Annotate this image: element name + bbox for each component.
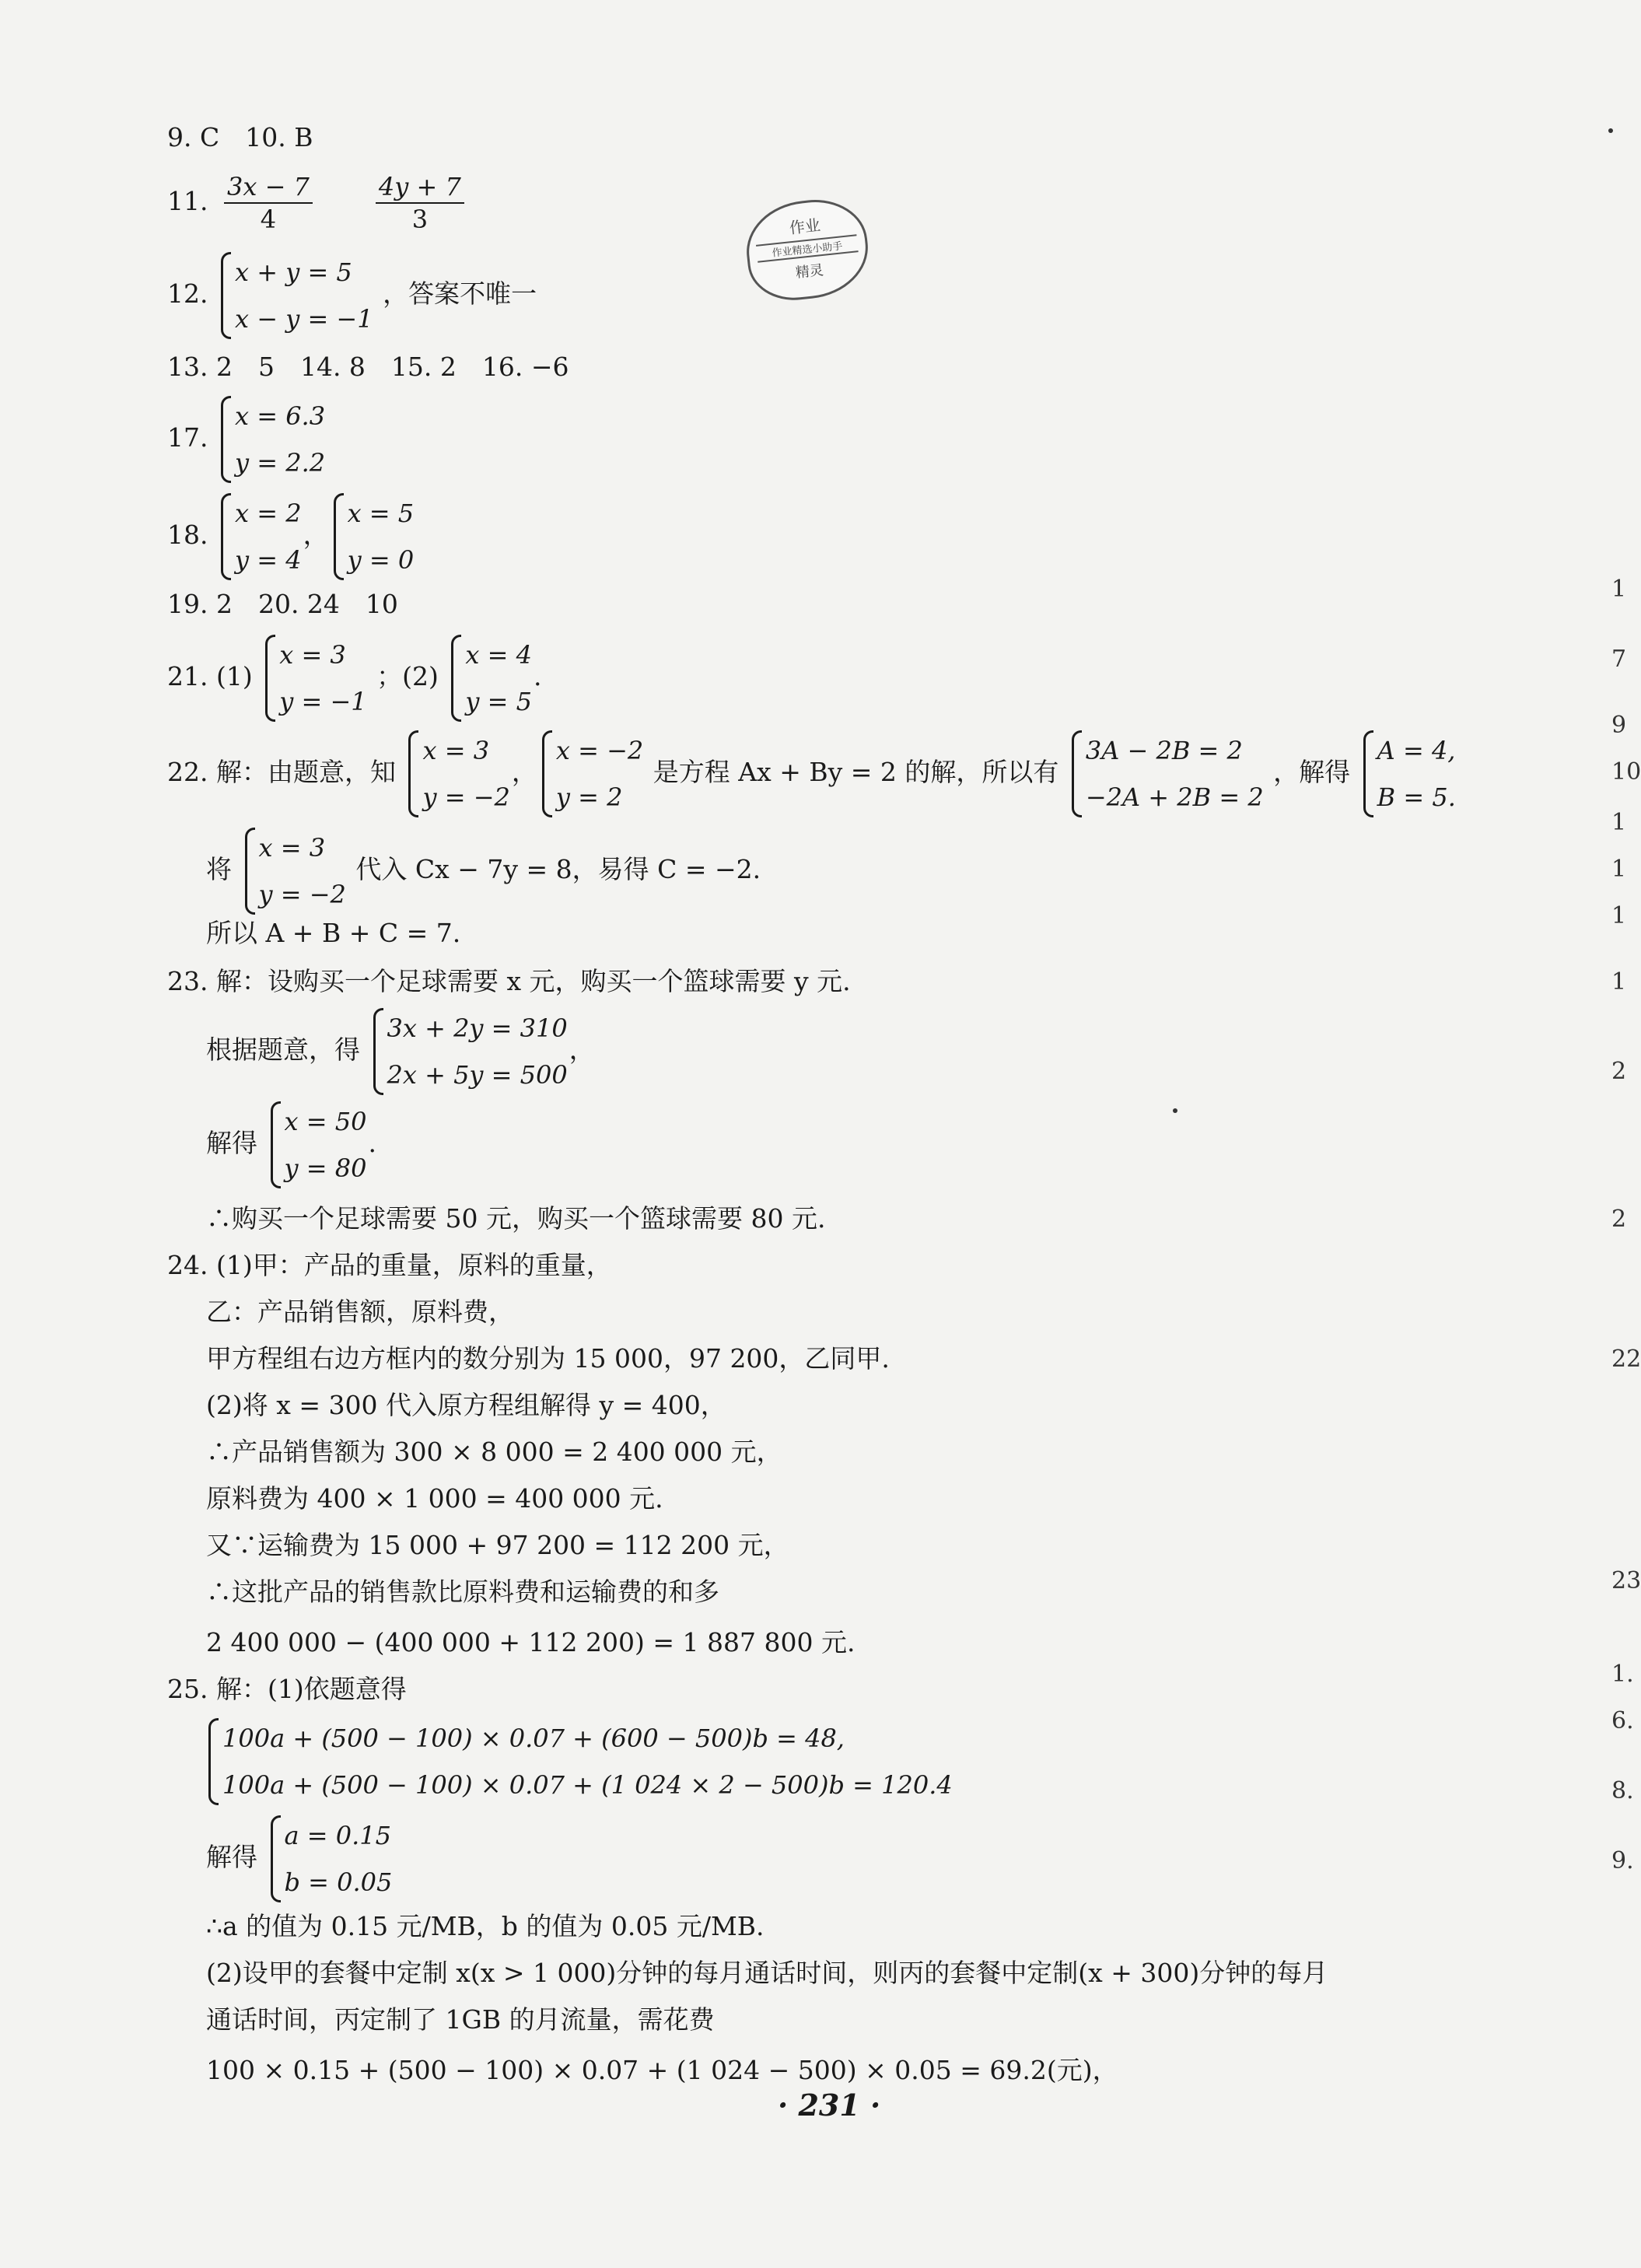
edge-fragment: 10: [1611, 758, 1641, 786]
equation-system: [1360, 727, 1456, 821]
equation: x = 3: [279, 640, 346, 670]
fraction-2-numerator: 4y + 7: [376, 171, 464, 204]
answer-12-label: 12.: [167, 278, 208, 309]
fraction-1-numerator: 3x − 7: [224, 171, 313, 204]
equation: x = 5: [347, 499, 415, 528]
equation-system: [262, 632, 366, 725]
watermark-stamp: [742, 194, 873, 305]
stamp-top-text: 作业: [788, 215, 822, 238]
edge-fragment: 1: [1611, 809, 1627, 836]
edge-fragment: 1: [1611, 856, 1627, 883]
answer-25-line: ∴a 的值为 0.15 元/MB，b 的值为 0.05 元/MB.: [206, 1911, 765, 1941]
answer-17-label: 17.: [167, 422, 208, 453]
equation: −2A + 2B = 2: [1085, 782, 1264, 812]
equation: y = −2: [258, 880, 346, 909]
equation: y = 0: [347, 545, 415, 575]
equation-system: [539, 727, 643, 821]
fraction-1-denominator: 4: [260, 205, 277, 234]
edge-fragment: 1: [1611, 902, 1627, 929]
text: 解得: [206, 1842, 257, 1872]
answer-21-label: 21. (1): [167, 661, 253, 691]
equation: x = −2: [555, 736, 644, 765]
separator: ，: [303, 520, 329, 550]
edge-fragment: 6.: [1611, 1707, 1634, 1734]
margin-dot: [1173, 1108, 1177, 1113]
equation-system: [218, 249, 373, 342]
equation: 3x + 2y = 310: [387, 1013, 568, 1043]
answer-24-line: 原料费为 400 × 1 000 = 400 000 元.: [206, 1483, 663, 1514]
equation-system: [268, 1098, 367, 1192]
equation: x = 4: [465, 640, 532, 670]
answer-22-label: 22. 解：由题意，知: [167, 757, 396, 787]
edge-fragment: 1: [1611, 576, 1627, 603]
equation: x + y = 5: [234, 257, 352, 287]
equation: a = 0.15: [284, 1821, 391, 1850]
answer-23-conclusion: ∴购买一个足球需要 50 元，购买一个篮球需要 80 元.: [206, 1203, 826, 1234]
equation-system: [218, 490, 302, 583]
equation: x = 2: [234, 499, 302, 528]
period: .: [533, 661, 542, 691]
answer-24-line: (2)将 x = 300 代入原方程组解得 y = 400，: [206, 1390, 726, 1420]
separator: ，: [569, 1034, 595, 1065]
equation-system: [1069, 727, 1264, 821]
edge-fragment: 2: [1611, 1058, 1627, 1085]
edge-fragment: 1.: [1611, 1661, 1634, 1688]
equation-system: [205, 1715, 953, 1808]
equation: y = −1: [279, 687, 367, 716]
fraction-1: [224, 171, 313, 235]
stamp-middle-text: 作业精选小助手: [756, 234, 859, 262]
equation-system: [218, 393, 325, 486]
equation: x = 50: [284, 1107, 367, 1136]
answer-24-line: ∴产品销售额为 300 × 8 000 = 2 400 000 元，: [206, 1437, 782, 1467]
answer-13-16: 13. 2 5 14. 8 15. 2 16. −6: [167, 352, 569, 382]
period: .: [368, 1128, 376, 1158]
equation-system: [268, 1812, 393, 1906]
fraction-2: [376, 171, 464, 235]
edge-fragment: 9.: [1611, 1847, 1634, 1874]
answer-17: [167, 393, 327, 486]
equation-system: [242, 824, 346, 918]
answer-11: [167, 171, 472, 235]
equation: y = 80: [284, 1153, 367, 1183]
edge-fragment: 22: [1611, 1346, 1641, 1373]
stamp-bottom-text: 精灵: [794, 262, 824, 282]
answer-24-line: 乙：产品销售额，原料费，: [206, 1297, 514, 1327]
answer-24-line: ∴这批产品的销售款比原料费和运输费的和多: [206, 1577, 719, 1607]
answer-22: [167, 727, 1457, 821]
equation: x = 3: [258, 833, 326, 863]
edge-fragment: 7: [1611, 646, 1627, 673]
answer-22-result: 所以 A + B + C = 7.: [206, 918, 461, 948]
answer-22-text2: ，解得: [1273, 757, 1351, 787]
equation: 3A − 2B = 2: [1085, 736, 1243, 765]
equation: b = 0.05: [284, 1867, 393, 1897]
answer-23-system: [206, 1005, 595, 1098]
fraction-2-denominator: 3: [411, 205, 429, 234]
text: 代入 Cx − 7y = 8，易得 C = −2.: [355, 854, 761, 884]
answer-23-intro: 23. 解：设购买一个足球需要 x 元，购买一个篮球需要 y 元.: [167, 966, 851, 996]
edge-fragment: 23: [1611, 1567, 1641, 1594]
answer-24-line: 24. (1)甲：产品的重量，原料的重量，: [167, 1250, 612, 1280]
answer-11-label: 11.: [167, 186, 208, 216]
answer-12: [167, 249, 537, 342]
margin-dot: [1608, 128, 1613, 133]
separator: ，: [511, 757, 537, 787]
equation: x − y = −1: [234, 304, 373, 334]
equation: y = 2: [555, 782, 623, 812]
edge-fragment: 2: [1611, 1206, 1627, 1233]
edge-fragment: 1: [1611, 968, 1627, 996]
equation-system: [448, 632, 532, 725]
answer-25-solution: [206, 1812, 394, 1906]
answer-18-label: 18.: [167, 520, 208, 550]
equation: 100a + (500 − 100) × 0.07 + (600 − 500)b = 48,: [222, 1724, 845, 1753]
answer-25-line: 100 × 0.15 + (500 − 100) × 0.07 + (1 024 − 500) × 0.05 = 69.2(元)，: [206, 2055, 1118, 2085]
answer-22-text: 是方程 Ax + By = 2 的解，所以有: [653, 757, 1059, 787]
answer-25-intro: 25. 解：(1)依题意得: [167, 1674, 407, 1704]
equation-system: [405, 727, 509, 821]
page-number: · 231 ·: [778, 2088, 881, 2123]
equation: B = 5.: [1377, 782, 1456, 812]
answer-21-mid: ；(2): [376, 661, 439, 691]
equation: A = 4,: [1377, 736, 1456, 765]
equation: x = 3: [422, 736, 490, 765]
answer-21: [167, 632, 541, 725]
answer-12-note: ，答案不唯一: [383, 278, 537, 309]
equation-system: [370, 1005, 568, 1098]
equation-system: [331, 490, 415, 583]
answer-18: [167, 490, 415, 583]
text: 解得: [206, 1128, 257, 1158]
answer-23-solution: [206, 1098, 376, 1192]
equation: x = 6.3: [234, 401, 326, 431]
equation: y = 2.2: [234, 448, 326, 478]
answer-25-line: 通话时间，丙定制了 1GB 的月流量，需花费: [206, 2004, 715, 2035]
answer-24-line: 又∵运输费为 15 000 + 97 200 = 112 200 元，: [206, 1530, 789, 1560]
answer-19-20: 19. 2 20. 24 10: [167, 589, 398, 619]
equation: 2x + 5y = 500: [387, 1060, 568, 1090]
answer-22-substitute: [206, 824, 761, 918]
edge-fragment: 9: [1611, 712, 1627, 739]
equation: 100a + (500 − 100) × 0.07 + (1 024 × 2 − 500)b = 120.4: [222, 1770, 953, 1800]
equation: y = 4: [234, 545, 302, 575]
equation: y = 5: [465, 687, 532, 716]
answer-9-10: 9. C 10. B: [167, 122, 313, 152]
edge-fragment: 8.: [1611, 1777, 1634, 1804]
answer-24-line: 2 400 000 − (400 000 + 112 200) = 1 887 800 元.: [206, 1627, 855, 1657]
equation: y = −2: [422, 782, 510, 812]
answer-24-line: 甲方程组右边方框内的数分别为 15 000，97 200，乙同甲.: [206, 1343, 890, 1374]
answer-25-line: (2)设甲的套餐中定制 x(x > 1 000)分钟的每月通话时间，则丙的套餐中定制(x + 300)分钟的每月: [206, 1958, 1328, 1988]
text: 根据题意，得: [206, 1034, 360, 1065]
answer-25-system: [204, 1715, 954, 1808]
text: 将: [206, 854, 232, 884]
